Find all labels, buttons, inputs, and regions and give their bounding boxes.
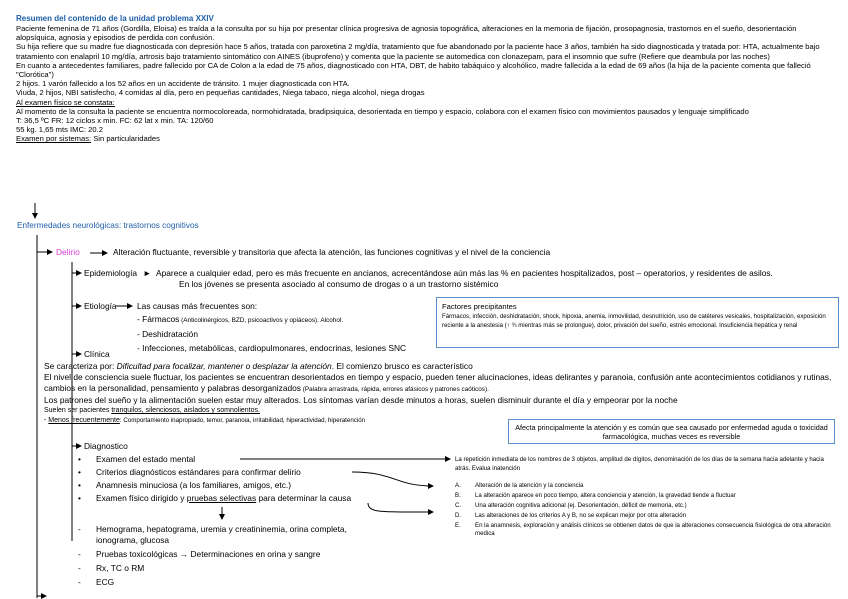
exam-heading: Al examen físico se constata: bbox=[16, 97, 115, 107]
clinica-line2: El nivel de consciencia suele fluctuar, los pacientes se encuentran desorientados en tiempo y espacio, pueden tener alucinaciones, ideas delirantes y paranoia, confusión ante acontecimientos cotidianos y rutinas, cambios en la personalidad, pensamiento y palabras desorganizados (Palabra arrastrada, rápida, errores afásicos y patrones caóticos). bbox=[44, 372, 832, 393]
summary-p4: 2 hijos. 1 varón fallecido a los 52 años en un accidente de tránsito. 1 mujer diagnosticada con HTA. bbox=[16, 79, 350, 89]
diagnostico-item: • Examen del estado mental bbox=[76, 454, 376, 465]
diagnostico-item: • Anamnesis minuciosa (a los familiares, amigos, etc.) bbox=[76, 480, 376, 491]
etiologia-item: - Fármacos (Anticolinérgicos, BZD, psicoactivos y opiáceos). Alcohol. bbox=[137, 314, 344, 324]
vitals: T: 36,5 ºC FR: 12 ciclos x min. FC: 62 lat x min. TA: 120/60 bbox=[16, 116, 214, 126]
summary-p6: Al momento de la consulta la paciente se encuentra normocoloreada, normohidratada, bradipsiquica, desorientada en tiempo y espacio, colabora con el examen físico con movimientos pausados y lenguaje simplificado bbox=[16, 106, 749, 116]
nota-box bbox=[508, 419, 835, 444]
clinica-text bbox=[44, 361, 834, 426]
systems-label: Examen por sistemas: bbox=[16, 134, 92, 144]
etiologia-list bbox=[137, 314, 447, 354]
clinica-line5: - Menos frecuentemente: Comportamiento inapropiado, temor, paranoia, irritabilidad, hiperactividad, hiperatención bbox=[44, 417, 366, 424]
test-item: - Pruebas toxicológicas → Determinaciones en orina y sangre bbox=[76, 549, 376, 560]
clinica-label: Clínica bbox=[84, 349, 110, 359]
clinica-line3: Los patrones del sueño y la alimentación suelen estar muy alterados. Los síntomas varían desde minutos a horas, suelen disminuir durante el día y empeorar por la noche bbox=[44, 395, 678, 405]
criteria-item: E. En la anamnesis, exploración y análisis clínicos se obtienen datos de que la alteraciones consecuencia fisiológica de otra alteración medica bbox=[455, 522, 831, 537]
epidemiologia-arrow-icon: ► bbox=[143, 268, 152, 278]
summary-title: Resumen del contenido de la unidad problema XXIV bbox=[16, 14, 214, 23]
mental-exam-note: La repetición inmediata de los nombres de 3 objetos, amplitud de dígitos, denominación de los días de la semana hacia adelante y hacia atrás. Evalua inatención bbox=[455, 456, 824, 472]
etiologia-item: - Deshidratación bbox=[137, 329, 198, 339]
test-item: - Hemograma, hepatograma, uremia y creatininemia, orina completa, ionograma, glucosa bbox=[76, 524, 376, 546]
delirio-definition: Alteración fluctuante, reversible y transitoria que afecta la atención, las funciones cognitivas y el nivel de la conciencia bbox=[113, 247, 551, 257]
summary-p1: Paciente femenina de 71 años (Gordilla, Eloisa) es traída a la consulta por su hija por presentar clínica progresiva de agnosia topográfica, alteraciones en la memoria de fijación, prosopagnosia, trastornos en el sueño, desorientación alopsíquica, agnosia y episodios de perdida con confusión. bbox=[16, 24, 797, 43]
tests-list bbox=[76, 524, 376, 588]
summary-p2: Su hija refiere que su madre fue diagnosticada con depresión hace 5 años, tratada con paroxetina 2 mg/día, tratamiento que fue abandonado por la paciente hace 3 años, también ha sido diagnosticada y tratada por: HTA, actualmente bajo tratamiento con enalapril 10 mg/día, artrosis bajo tratamiento sintomático con AINES (ibuprofeno) y comenta que la paciente se automedica con clonazepam, para el insomnio que sufre (Refiere que deambula por las noches) bbox=[16, 42, 820, 61]
summary-p3: En cuanto a antecedentes familiares, padre fallecido por CA de Colon a la edad de 75 años, diagnosticado con HTA, DBT, de habito tabáquico y alcohólico, madre fallecida a la edad de 69 años (la hija de la paciente comenta que falleció "Clorótica") bbox=[16, 60, 811, 80]
epidemiologia-text bbox=[156, 268, 846, 290]
weight: 55 kg. 1,65 mts IMC: 20.2 bbox=[16, 125, 103, 135]
clinica-line4: Suelen ser pacientes tranquilos, silenciosos, aislados y somnolientos. bbox=[44, 407, 260, 414]
factores-text: Fármacos, infección, deshidratación, shock, hipoxia, anemia, inmovilidad, desnutrición, uso de catéteres vesicales, hospitalización, exposición reciente a la anestesia (↑ ¾ mientras más se prolongue), dolor, privación del sueño, estrés emocional. Insuficiencia hepática y renal bbox=[442, 313, 826, 329]
epidemiologia-label: Epidemiología bbox=[84, 268, 138, 278]
nota-text: Afecta principalmente la atención y es común que sea causado por enfermedad aguda o toxicidad farmacológica, muchas veces es reversible bbox=[515, 423, 828, 442]
criteria-item: D. Las alteraciones de los criterios A y B, no se explican mejor por otra alteración bbox=[455, 512, 687, 519]
criteria-item: A. Alteración de la atención y la conciencia bbox=[455, 482, 584, 489]
criteria-item: C. Una alteración cognitiva adicional (ej. Desorientación, déficit de memoria, etc.) bbox=[455, 502, 687, 509]
diagnostico-item: • Criterios diagnósticos estándares para confirmar delirio bbox=[76, 467, 376, 478]
factores-box bbox=[436, 297, 839, 348]
etiologia-item: - Infecciones, metabólicas, cardiopulmonares, endocrinas, lesiones SNC bbox=[137, 343, 407, 353]
case-summary bbox=[16, 13, 834, 144]
clinica-line1: Se caracteriza por: Dificultad para focalizar, mantener o desplazar la atención. El comienzo brusco es característico bbox=[44, 361, 473, 371]
etiologia-intro: Las causas más frecuentes son: bbox=[137, 301, 258, 311]
epidemiologia-line2: En los jóvenes se presenta asociado al consumo de drogas o a un trastorno sistémico bbox=[179, 279, 499, 289]
diagnostico-label: Diagnostico bbox=[84, 441, 128, 451]
epidemiologia-line1: Aparece a cualquier edad, pero es más frecuente en ancianos, acrecentándose aún más las % en pacientes hospitalizados, post – operatorios, y residentes de asilos. bbox=[156, 268, 773, 278]
systems-value: Sin particularidades bbox=[91, 134, 160, 144]
test-item: - ECG bbox=[76, 577, 376, 588]
criteria-list bbox=[455, 482, 835, 538]
arrow-tests bbox=[368, 503, 433, 512]
delirio-label: Delirio bbox=[56, 247, 80, 257]
diagnostico-item: • Examen físico dirigido y pruebas selectivas para determinar la causa bbox=[76, 493, 376, 504]
etiologia-label: Etiología bbox=[84, 301, 117, 311]
criteria-item: B. La alteración aparece en poco tiempo, altera conciencia y atención, la gravedad tiende a fluctuar bbox=[455, 492, 736, 499]
section-title: Enfermedades neurológicas: trastornos cognitivos bbox=[17, 221, 199, 230]
test-item: - Rx, TC o RM bbox=[76, 563, 376, 574]
factores-title: Factores precipitantes bbox=[442, 302, 517, 311]
diagnostico-list bbox=[76, 454, 376, 504]
summary-p5: Viuda, 2 hijos, NBI satisfecho, 4 comidas al día, pero en pequeñas cantidades, Niega tabaco, niega alcohol, niega drogas bbox=[16, 88, 425, 98]
systems-line bbox=[16, 134, 834, 143]
